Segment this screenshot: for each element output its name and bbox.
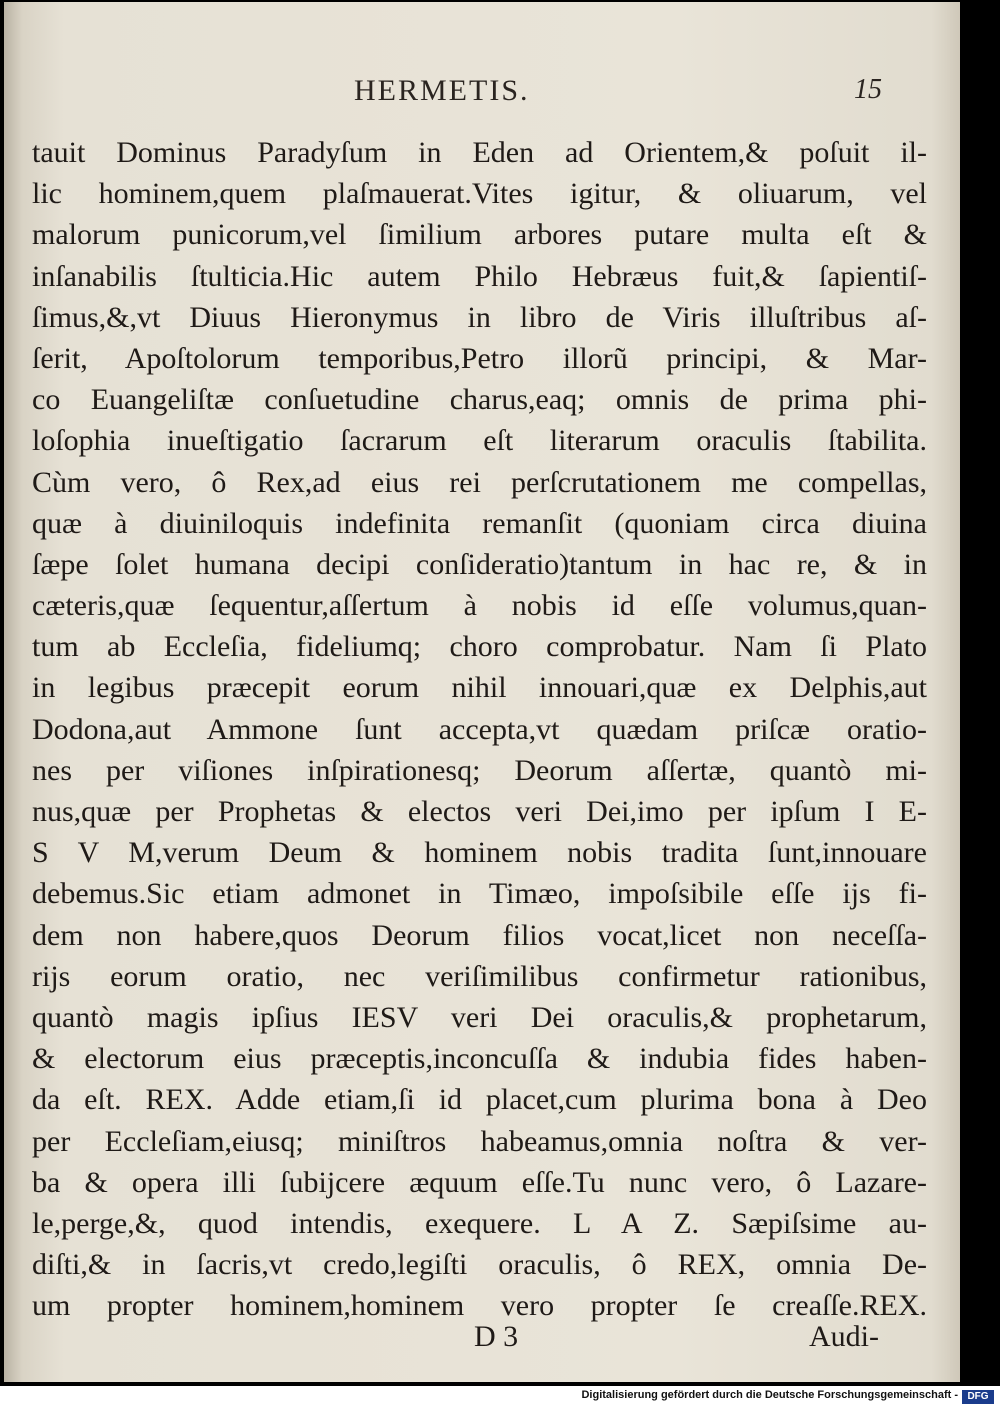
- text-line: da eſt. REX. Adde etiam,ſi id placet,cum plurima bona à Deo: [32, 1083, 927, 1117]
- text-line: debemus.Sic etiam admonet in Timæo, impoſsibile eſſe ijs fi-: [32, 877, 927, 911]
- running-head: HERMETIS.: [354, 74, 530, 107]
- page-number: 15: [854, 74, 882, 105]
- text-line: nus,quæ per Prophetas & electos veri Dei,imo per ipſum I E-: [32, 795, 927, 828]
- text-line: in legibus præcepit eorum nihil innouari,quæ ex Delphis,aut: [32, 671, 927, 705]
- text-line: malorum punicorum,vel ſimilium arbores putare multa eſt &: [32, 218, 927, 252]
- text-line: rijs eorum oratio, nec veriſimilibus confirmetur rationibus,: [32, 959, 927, 993]
- text-line: um propter hominem,hominem vero propter ſe creaſſe.REX.: [32, 1289, 927, 1323]
- text-line: nes per viſiones inſpirationesq; Deorum aſſertæ, quantò mi-: [32, 753, 927, 787]
- book-page: [4, 2, 960, 1382]
- text-line: & electorum eius præceptis,inconcuſſa & indubia fides haben-: [32, 1042, 927, 1076]
- page-text: [32, 132, 927, 1326]
- text-line: dem non habere,quos Deorum filios vocat,licet non neceſſa-: [32, 918, 927, 952]
- credit-text: Digitalisierung gefördert durch die Deutsche Forschungsgemeinschaft -: [581, 1389, 958, 1401]
- credit-bar: [0, 1386, 1000, 1408]
- signature-mark: D 3: [474, 1320, 519, 1353]
- text-line: Cùm vero, ô Rex,ad eius rei perſcrutationem me compellas,: [32, 465, 927, 499]
- footer-line: [4, 1320, 960, 1360]
- text-line: tum ab Eccleſia, fideliumq; choro comprobatur. Nam ſi Plato: [32, 630, 927, 664]
- text-line: loſophia inueſtigatio ſacrarum eſt literarum oraculis ſtabilita.: [32, 424, 927, 458]
- text-line: cæteris,quæ ſequentur,aſſertum à nobis id eſſe volumus,quan-: [32, 589, 927, 623]
- dfg-logo: DFG: [962, 1390, 994, 1404]
- text-line: Dodona,aut Ammone ſunt accepta,vt quædam priſcæ oratio-: [32, 712, 927, 746]
- text-line: quantò magis ipſius IESV veri Dei oraculis,& prophetarum,: [32, 1000, 927, 1034]
- text-line: quæ à diuiniloquis indefinita remanſit (quoniam circa diuina: [32, 506, 927, 540]
- text-line: ſerit, Apoſtolorum temporibus,Petro illorũ principi, & Mar-: [32, 341, 927, 375]
- text-line: le,perge,&, quod intendis, exequere. L A Z. Sæpiſsime au-: [32, 1206, 927, 1240]
- text-line: ba & opera illi ſubijcere æquum eſſe.Tu nunc vero, ô Lazare-: [32, 1165, 927, 1199]
- text-line: lic hominem,quem plaſmauerat.Vites igitur, & oliuarum, vel: [32, 177, 927, 211]
- page-header: [4, 74, 960, 114]
- catchword: Audi-: [809, 1320, 879, 1353]
- text-line: S V M,verum Deum & hominem nobis tradita ſunt,innouare: [32, 836, 927, 870]
- text-line: inſanabilis ſtulticia.Hic autem Philo Hebræus fuit,& ſapientiſ-: [32, 259, 927, 293]
- text-line: ſimus,&,vt Diuus Hieronymus in libro de Viris illuſtribus aſ-: [32, 300, 927, 334]
- text-line: tauit Dominus Paradyſum in Eden ad Orientem,& poſuit il-: [32, 136, 927, 169]
- text-line: co Euangeliſtæ conſuetudine charus,eaq; omnis de prima phi-: [32, 383, 927, 417]
- text-line: diſti,& in ſacris,vt credo,legiſti oraculis, ô REX, omnia De-: [32, 1248, 927, 1282]
- text-line: per Eccleſiam,eiusq; miniſtros habeamus,omnia noſtra & ver-: [32, 1124, 927, 1158]
- text-line: ſæpe ſolet humana decipi conſideratio)tantum in hac re, & in: [32, 547, 927, 581]
